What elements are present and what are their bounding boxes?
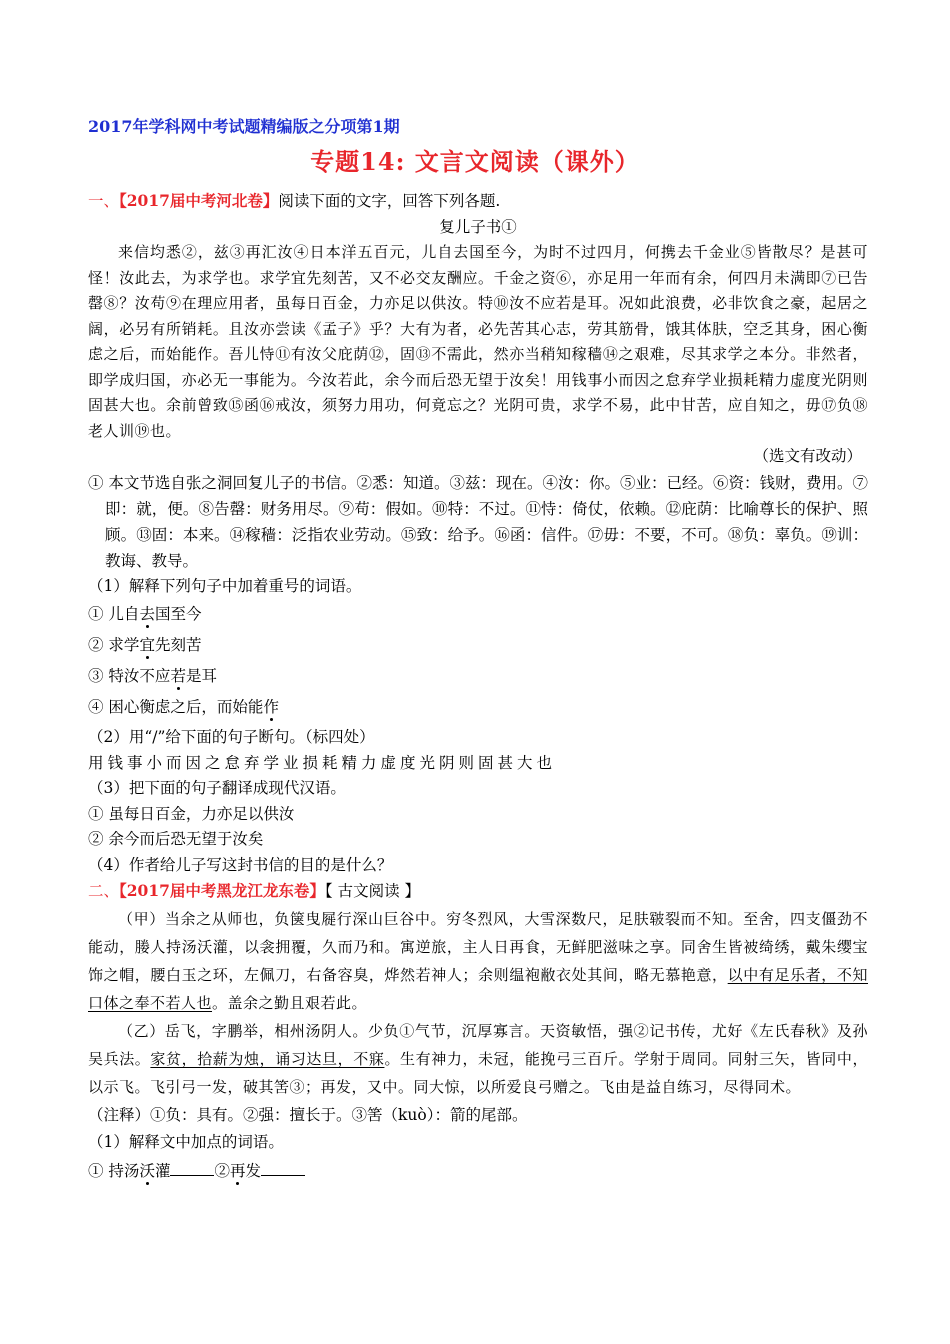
passage-yi: （乙）岳飞，字鹏举，相州汤阴人。少负①气节，沉厚寡言。天资敏悟，强②记书传，尤好《左氏春秋》及孙吴兵法。家贫，拾薪为烛，诵习达旦，不寐。生有神力，未冠，能挽弓三百斤。学射于周同。同射三矢，皆同中，以示飞。飞引弓一发，破其筈③；再发，又中。同大惊，以所爱良弓赠之。飞由是益自练习，尽得同术。 [88,1021,868,1096]
section1-number: 一、 [88,192,120,210]
question-2: （2）用“/”给下面的句子断句。（标四处） [88,728,375,746]
q1-item-1: ① 儿自去国至今 [88,605,202,623]
q1-item-4: ④ 困心衡虑之后，而始能作 [88,698,279,716]
emphasis-char: 去 [139,605,155,623]
section2-heading [88,878,868,905]
section2-tag: 【 古文阅读 】 [324,882,421,900]
emphasis-char: 沃 [139,1161,155,1180]
document-content [88,188,868,1187]
q1-item-3: ③ 特汝不应若是耳 [88,667,217,685]
q1-item-2: ② 求学宜先刻苦 [88,636,202,654]
section2-question-1: （1）解释文中加点的词语。 [88,1133,284,1151]
section1-heading [88,188,868,215]
answer-blank[interactable] [170,1161,214,1176]
emphasis-char: 作 [263,698,279,716]
q2-sentence: 用钱事小而因之怠弃学业损耗精力虚度光阴则固甚大也 [88,753,557,772]
document-header: 2017年学科网中考试题精编版之分项第1期 [88,117,400,136]
emphasis-char: 宜 [139,636,155,654]
passage2-notes: （注释）①负：具有。②强：擅长于。③筈（kuò）：箭的尾部。 [88,1105,528,1124]
passage-jia: （甲）当余之从师也，负箧曳屣行深山巨谷中。穷冬烈风，大雪深数尺，足肤皲裂而不知。至舍，四支僵劲不能动，媵人持汤沃灌，以衾拥覆，久而乃和。寓逆旅，主人日再食，无鲜肥滋味之享。同舍生皆被绮绣，戴朱缨宝饰之帽，腰白玉之环，左佩刀，右备容臭，烨然若神人；余则缊袍敝衣处其间，略无慕艳意，以中有足乐者，不知口体之奉不若人也。盖余之勤且艰若此。 [88,909,868,1012]
question-3: （3）把下面的句子翻译成现代汉语。 [88,779,346,797]
passage-notes: ① 本文节选自张之洞回复儿子的书信。②悉：知道。③兹：现在。④汝：你。⑤业：已经。⑥资：钱财，费用。⑦即：就，便。⑧告罄：财务用尽。⑨苟：假如。⑩特：不过。⑪恃：倚仗，依赖。⑫庇荫：比喻尊长的保护、照顾。⑬固：本来。⑭稼穑：泛指农业劳动。⑮致：给予。⑯函：信件。⑰毋：不要，不可。⑱负：辜负。⑲训：教诲、教导。 [88,473,868,570]
underlined-sentence: 以中有足乐者，不知口体之奉不若人也 [88,965,868,1012]
underlined-sentence: 家贫，拾薪为烛，诵习达旦，不寐 [150,1049,385,1068]
source-note: （选文有改动） [753,447,862,465]
passage-text: 来信均悉②，兹③再汇汝④日本洋五百元，儿自去国至今，为时不过四月，何携去千金业⑤皆散尽？是甚可怪！汝此去，为求学也。求学宜先刻苦，又不必交友酬应。千金之资⑥，亦足用一年而有余，何四月未满即⑦已告罄⑧？汝苟⑨在理应用者，虽每日百金，力亦足以供汝。特⑩汝不应若是耳。况如此浪费，必非饮食之豪，起居之阔，必另有所销耗。且汝亦尝读《孟子》乎？大有为者，必先苦其心志，劳其筋骨，饿其体肤，空乏其身，困心衡虑之后，而始能作。吾儿恃⑪有汝父庇荫⑫，固⑬不需此，然亦当稍知稼穑⑭之艰难，尽其求学之本分。非然者，即学成归国，亦必无一事能为。今汝若此，余今而后恐无望于汝矣！用钱事小而因之怠弃学业损耗精力虚度光阴则固甚大也。余前曾致⑮函⑯戒汝，须努力用功，何竟忘之？光阴可贵，求学不易，此中甘苦，应自知之，毋⑰负⑱老人训⑲也。 [88,243,868,440]
question-4: （4）作者给儿子写这封书信的目的是什么？ [88,855,393,874]
section2-number: 二、 [88,882,120,900]
section2-source: 【2017届中考黑龙江龙东卷】 [119,881,325,900]
q3-item-2: ② 余今而后恐无望于汝矣 [88,830,264,848]
passage-title: 复儿子书① [439,217,517,236]
answer-blank[interactable] [261,1161,305,1176]
question-1: （1）解释下列句子中加着重号的词语。 [88,576,362,595]
page-title: 专题14: 文言文阅读（课外） [310,147,640,176]
section1-source: 【2017届中考河北卷】 [119,191,279,210]
section2-q1-items: ① 持汤沃灌 ②再发 [88,1156,868,1187]
q3-item-1: ① 虽每日百金，力亦足以供汝 [88,804,295,823]
emphasis-char: 若 [170,667,186,685]
section1-instruction: 阅读下面的文字，回答下列各题. [278,192,501,210]
emphasis-char: 再 [229,1161,246,1180]
